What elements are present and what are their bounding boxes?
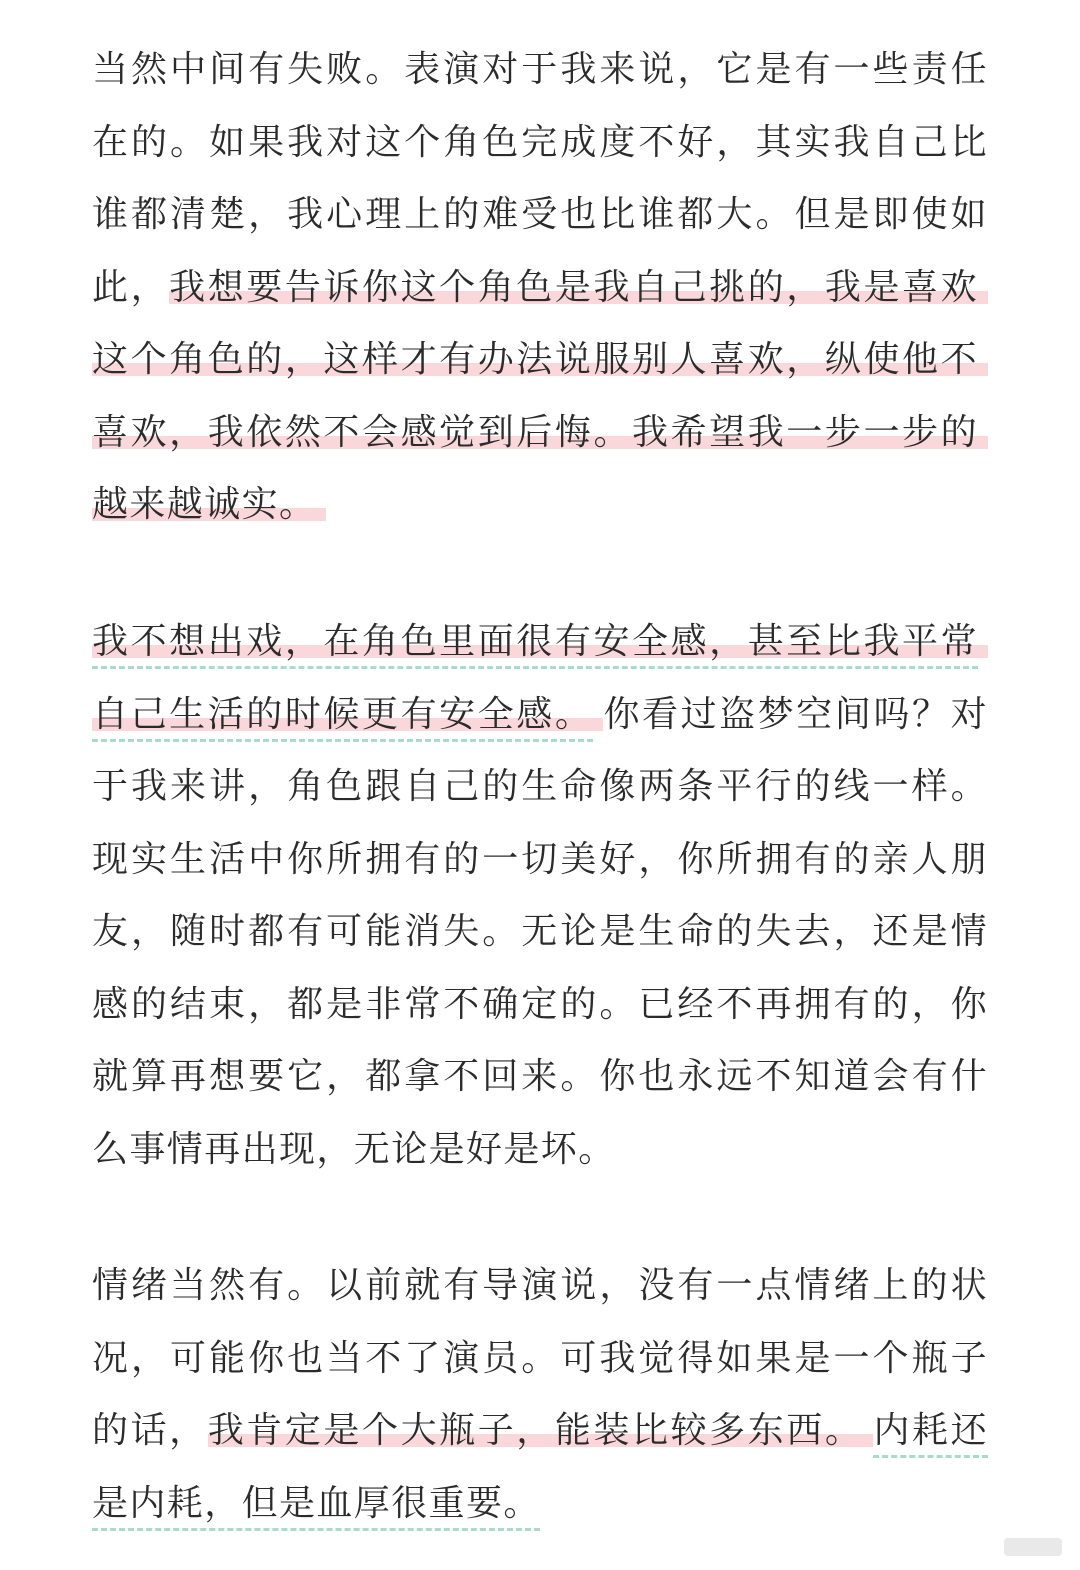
p1-highlighted-text: 我想要告诉你这个角色是我自己挑的，我是喜欢这个角色的，这样才有办法说服别人喜欢，纵使他不喜欢，我依然不会感觉到后悔。我希望我一步一步的越来越诚实。	[92, 267, 988, 526]
p1-plain-text: 当然中间有失败。表演对于我来说，它是有一些责任在的。如果我对这个角色完成度不好，其实我自己比谁都清楚，我心理上的难受也比谁都大。但是即使如此，	[92, 49, 988, 308]
watermark-logo	[1004, 1538, 1062, 1556]
p2-plain-text: 你看过盗梦空间吗？对于我来讲，角色跟自己的生命像两条平行的线一样。现实生活中你所拥有的一切美好，你所拥有的亲人朋友，随时都有可能消失。无论是生命的失去，还是情感的结束，都是非常不确定的。已经不再拥有的，你就算再想要它，都拿不回来。你也永远不知道会有什么事情再出现，无论是好是坏。	[92, 693, 988, 1170]
p3-plain-text: 情绪当然有。以前就有导演说，没有一点情绪上的状况，可能你也当不了演员。可我觉得如果是一个瓶子的话，	[92, 1265, 988, 1451]
paragraph-2	[92, 606, 988, 1186]
p3-highlighted-text: 我肯定是个大瓶子，能装比较多东西。	[208, 1410, 874, 1451]
paragraph-1	[92, 34, 988, 542]
p3-underlined-text: 内耗还是内耗，但是血厚很重要。	[92, 1410, 988, 1524]
paragraph-3	[92, 1250, 988, 1540]
p2-highlighted-underlined-text: 我不想出戏，在角色里面很有安全感，甚至比我平常自己生活的时候更有安全感。	[92, 621, 988, 735]
